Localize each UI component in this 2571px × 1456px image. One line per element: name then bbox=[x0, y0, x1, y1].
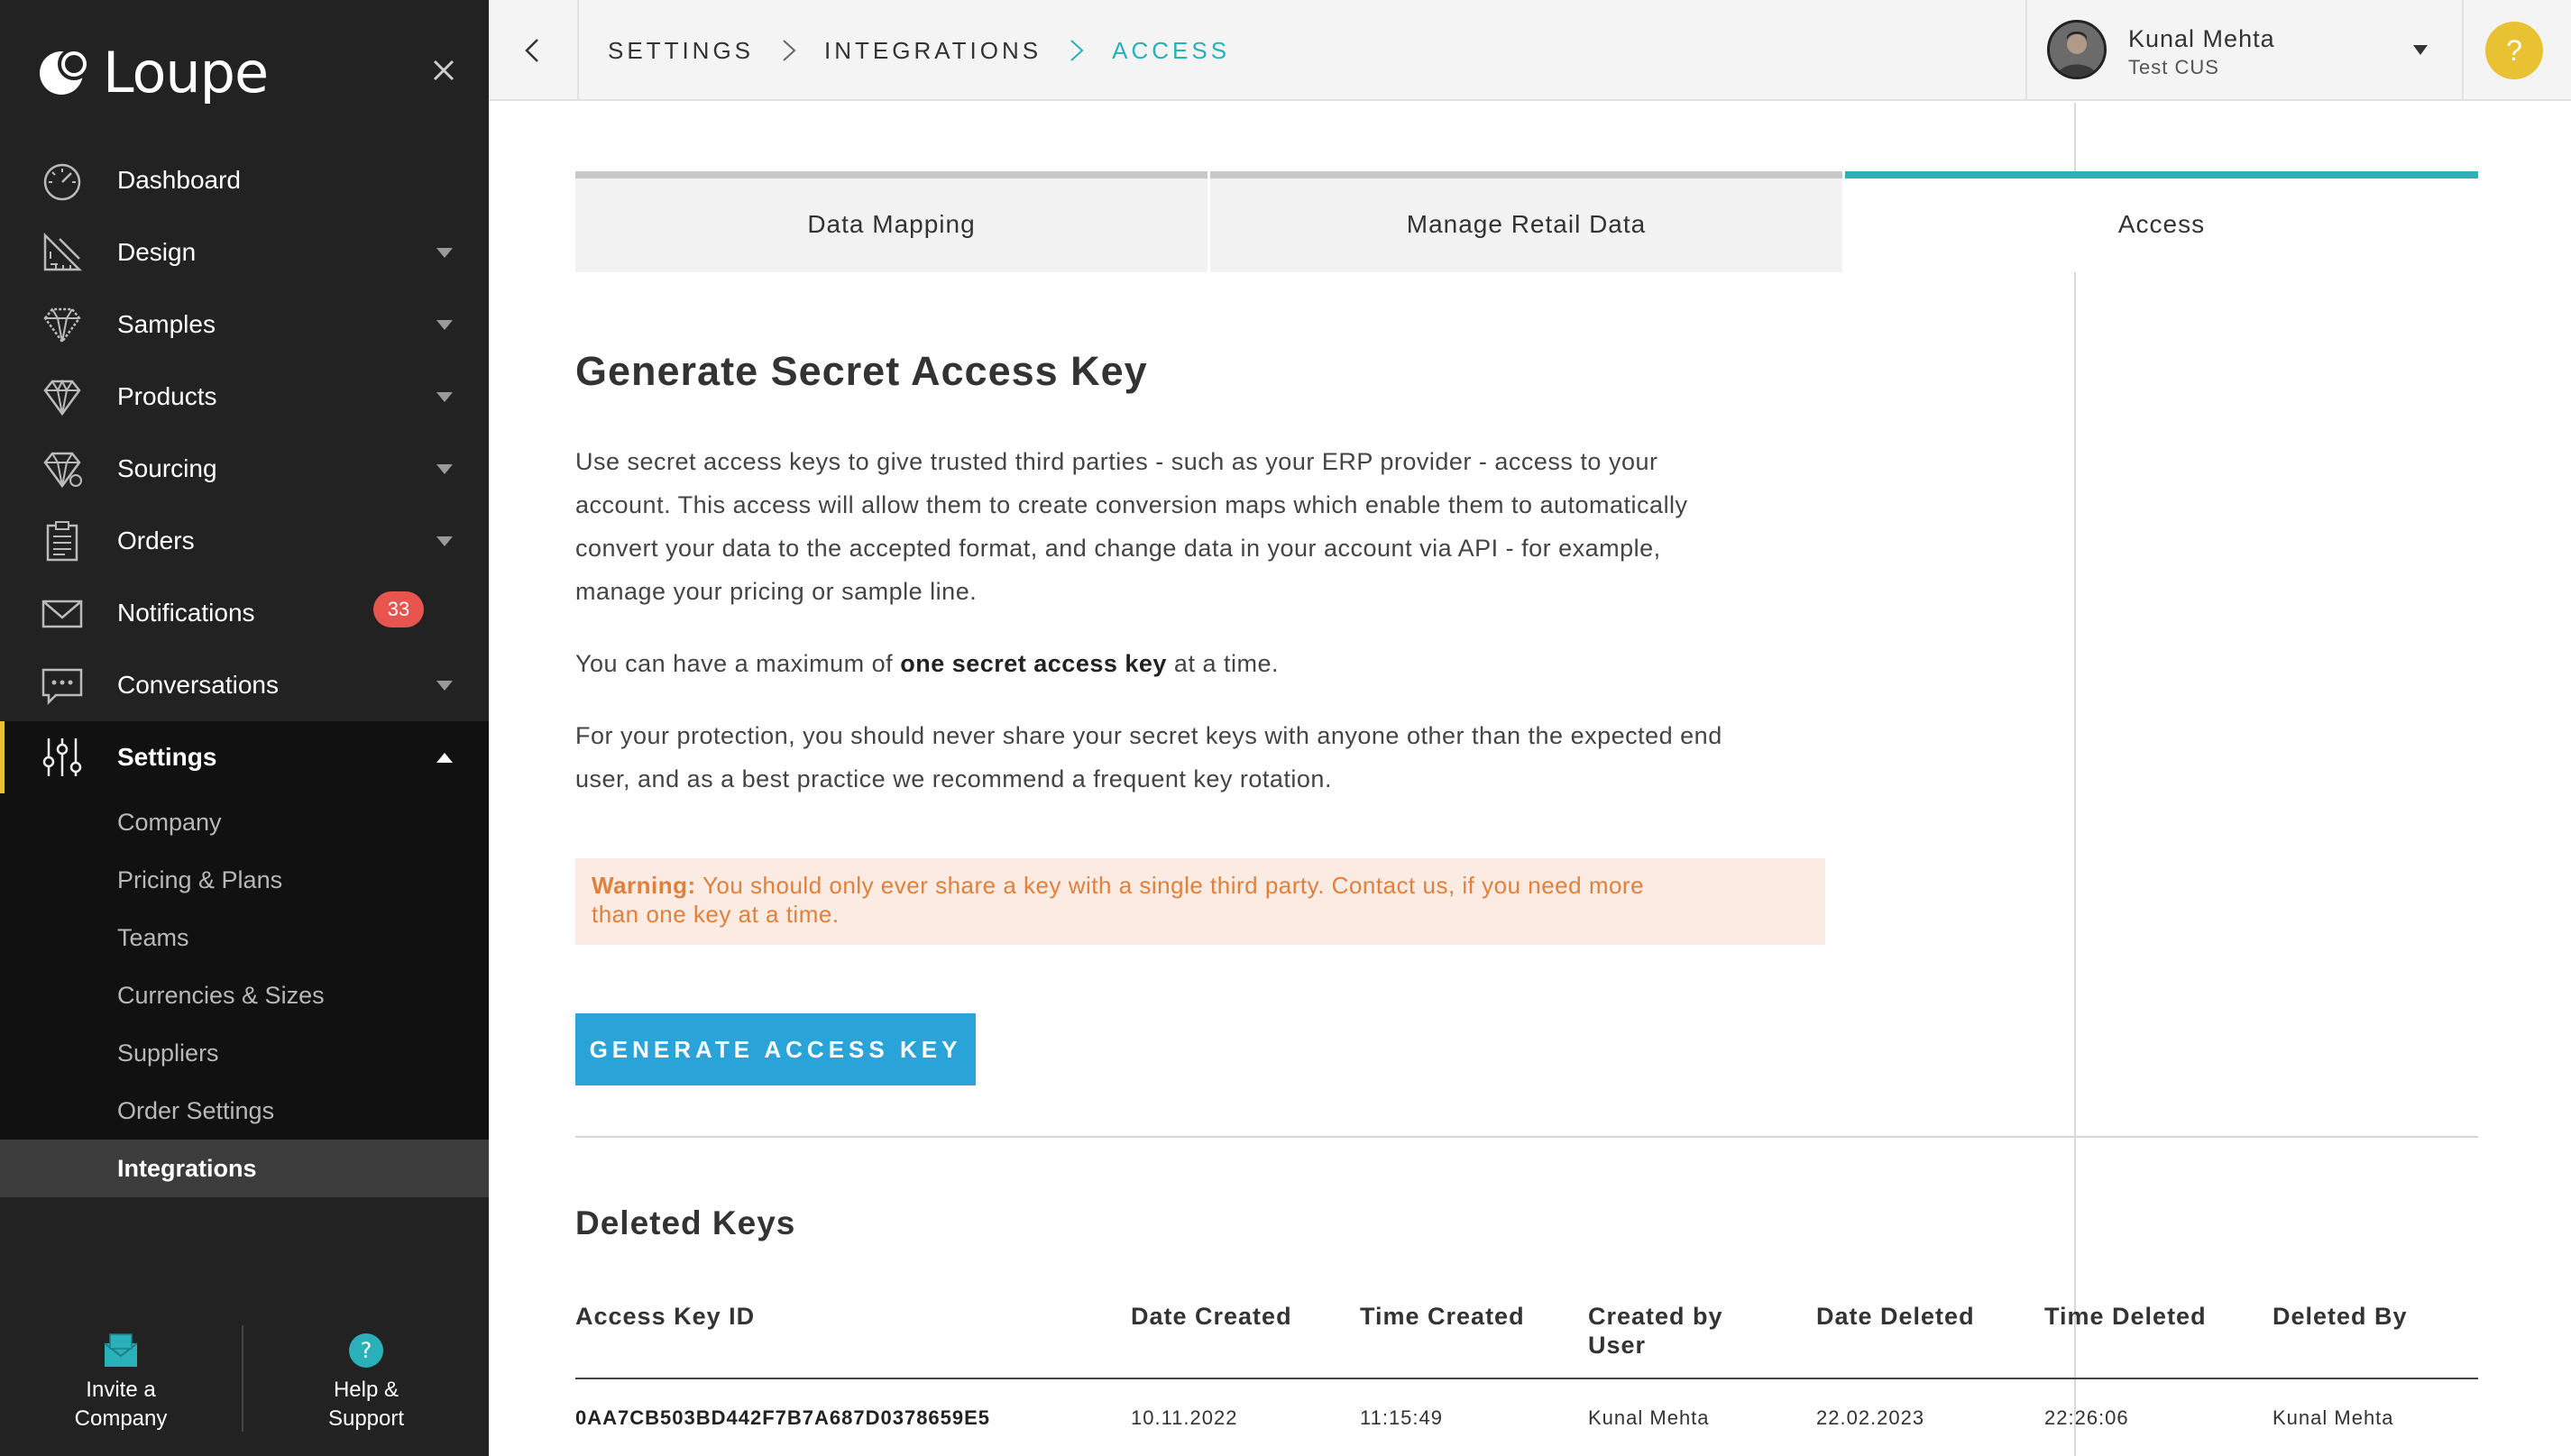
sidebar-item-label: Conversations bbox=[117, 671, 279, 699]
column-header-date-created: Date Created bbox=[1131, 1303, 1292, 1330]
user-menu[interactable] bbox=[2025, 0, 2464, 101]
loupe-logo-icon bbox=[34, 44, 97, 100]
sidebar-subitem-pricing-plans[interactable]: Pricing & Plans bbox=[117, 866, 283, 893]
warning-banner bbox=[575, 858, 1825, 945]
cell-deleted-by: Kunal Mehta bbox=[2273, 1406, 2394, 1429]
chat-bubble-icon bbox=[38, 661, 87, 710]
user-avatar-icon bbox=[2050, 23, 2104, 77]
invite-label-line2: Company bbox=[74, 1406, 168, 1431]
sidebar-subitem-order-settings[interactable]: Order Settings bbox=[117, 1097, 275, 1124]
chevron-down-icon bbox=[2413, 45, 2428, 55]
invite-company-button[interactable] bbox=[31, 1325, 211, 1433]
chevron-down-icon bbox=[436, 681, 453, 691]
help-button[interactable]: ? bbox=[2485, 22, 2543, 79]
sidebar-item-orders[interactable] bbox=[0, 505, 489, 577]
sidebar-item-notifications[interactable] bbox=[0, 577, 489, 649]
limit-paragraph bbox=[575, 642, 1856, 685]
sidebar-item-settings[interactable] bbox=[0, 721, 489, 793]
deleted-keys-table-header bbox=[575, 1302, 2478, 1379]
avatar bbox=[2047, 20, 2107, 79]
brand-logo[interactable] bbox=[34, 40, 268, 105]
help-label-line1: Help & bbox=[333, 1378, 399, 1402]
chevron-down-icon bbox=[436, 464, 453, 474]
footer-divider bbox=[242, 1325, 243, 1432]
svg-text:?: ? bbox=[360, 1338, 372, 1363]
tab-manage-retail-data[interactable]: Manage Retail Data bbox=[1210, 171, 1842, 272]
orders-clipboard-icon bbox=[38, 517, 87, 565]
products-diamond-icon bbox=[38, 372, 87, 421]
sidebar-nav bbox=[0, 144, 489, 1197]
page-title: Generate Secret Access Key bbox=[575, 348, 1148, 394]
settings-submenu bbox=[0, 793, 489, 1197]
samples-gem-icon bbox=[38, 300, 87, 349]
sidebar-item-label: Dashboard bbox=[117, 166, 241, 194]
tab-access[interactable]: Access bbox=[1845, 171, 2478, 272]
envelope-icon bbox=[38, 589, 87, 637]
cell-created-by: Kunal Mehta bbox=[1588, 1406, 1710, 1429]
integration-tabs bbox=[575, 171, 2478, 272]
chevron-right-icon bbox=[1069, 39, 1085, 62]
deleted-keys-title: Deleted Keys bbox=[575, 1204, 796, 1241]
tab-data-mapping[interactable]: Data Mapping bbox=[575, 171, 1207, 272]
sidebar-item-sourcing[interactable] bbox=[0, 433, 489, 505]
sidebar-item-label: Sourcing bbox=[117, 454, 217, 482]
help-support-button[interactable] bbox=[276, 1325, 456, 1433]
column-header-date-deleted: Date Deleted bbox=[1816, 1303, 1975, 1330]
cell-time-created: 11:15:49 bbox=[1360, 1406, 1444, 1429]
warning-label: Warning: bbox=[592, 872, 696, 899]
intro-line: manage your pricing or sample line. bbox=[575, 578, 978, 605]
chevron-down-icon bbox=[436, 320, 453, 330]
chevron-down-icon bbox=[436, 248, 453, 258]
sidebar-footer bbox=[0, 1325, 489, 1442]
sidebar-item-products[interactable] bbox=[0, 361, 489, 433]
sidebar-item-label: Settings bbox=[117, 743, 217, 771]
chevron-down-icon bbox=[436, 392, 453, 402]
column-header-time-created: Time Created bbox=[1360, 1303, 1525, 1330]
help-question-icon bbox=[346, 1331, 386, 1370]
column-header-deleted-by: Deleted By bbox=[2273, 1303, 2408, 1330]
limit-text-before: You can have a maximum of bbox=[575, 650, 901, 677]
limit-text-after: at a time. bbox=[1166, 650, 1279, 677]
sidebar-subitem-teams[interactable]: Teams bbox=[117, 924, 189, 951]
limit-text-bold: one secret access key bbox=[900, 650, 1167, 677]
help-label-line2: Support bbox=[327, 1406, 405, 1431]
sidebar-item-dashboard[interactable] bbox=[0, 144, 489, 216]
breadcrumb-access: ACCESS bbox=[1112, 36, 1231, 64]
sidebar-subitem-currencies-sizes[interactable]: Currencies & Sizes bbox=[117, 982, 325, 1009]
back-button[interactable] bbox=[489, 0, 579, 101]
intro-line: convert your data to the accepted format, and change data in your account via API - for example, bbox=[575, 535, 1661, 562]
chevron-right-icon bbox=[781, 39, 797, 62]
table-row bbox=[575, 1405, 2478, 1456]
protection-line: user, and as a best practice we recommend a frequent key rotation. bbox=[575, 765, 1332, 792]
chevron-left-icon bbox=[523, 38, 541, 63]
sidebar-item-design[interactable] bbox=[0, 216, 489, 288]
generate-access-key-button[interactable]: GENERATE ACCESS KEY bbox=[575, 1013, 976, 1085]
dashboard-gauge-icon bbox=[38, 156, 87, 205]
sidebar-item-samples[interactable] bbox=[0, 288, 489, 361]
breadcrumb bbox=[608, 0, 1230, 101]
section-divider bbox=[575, 1136, 2478, 1138]
sidebar-item-label: Samples bbox=[117, 310, 216, 338]
cell-time-deleted: 22:26:06 bbox=[2044, 1406, 2129, 1429]
cell-date-deleted: 22.02.2023 bbox=[1816, 1406, 1925, 1429]
column-header-time-deleted: Time Deleted bbox=[2044, 1303, 2207, 1330]
intro-paragraph bbox=[575, 440, 1856, 613]
breadcrumb-settings[interactable]: SETTINGS bbox=[608, 36, 755, 64]
close-sidebar-icon[interactable] bbox=[429, 56, 458, 85]
chevron-up-icon bbox=[436, 753, 453, 763]
user-organization: Test CUS bbox=[2128, 56, 2219, 78]
sidebar-item-label: Design bbox=[117, 238, 197, 266]
sourcing-gem-icon bbox=[38, 444, 87, 493]
main-content bbox=[489, 103, 2571, 1456]
cell-access-key-id: 0AA7CB503BD442F7B7A687D0378659E5 bbox=[575, 1406, 991, 1429]
user-name: Kunal Mehta bbox=[2128, 25, 2275, 52]
invite-label-line1: Invite a bbox=[86, 1378, 156, 1402]
protection-paragraph bbox=[575, 714, 1856, 801]
sliders-icon bbox=[38, 733, 87, 782]
notification-count-badge: 33 bbox=[373, 591, 424, 627]
sidebar-item-label: Notifications bbox=[117, 599, 255, 627]
chevron-down-icon bbox=[436, 536, 453, 546]
breadcrumb-integrations[interactable]: INTEGRATIONS bbox=[824, 36, 1042, 64]
invite-envelope-icon bbox=[101, 1331, 141, 1370]
column-header-created-by-user: Created by User bbox=[1588, 1303, 1723, 1359]
sidebar-subitem-integrations[interactable]: Integrations bbox=[0, 1140, 489, 1197]
brand-name: Loupe bbox=[103, 39, 269, 105]
sidebar bbox=[0, 0, 489, 1456]
sidebar-item-label: Products bbox=[117, 382, 217, 410]
design-ruler-icon bbox=[38, 228, 87, 277]
warning-text: You should only ever share a key with a single third party. Contact us, if you need more bbox=[695, 872, 1645, 899]
sidebar-item-conversations[interactable] bbox=[0, 649, 489, 721]
sidebar-subitem-suppliers[interactable]: Suppliers bbox=[117, 1039, 219, 1067]
topbar bbox=[489, 0, 2571, 101]
sidebar-item-label: Orders bbox=[117, 527, 195, 554]
intro-line: account. This access will allow them to create conversion maps which enable them to automatically bbox=[575, 491, 1688, 518]
sidebar-subitem-company[interactable]: Company bbox=[117, 809, 222, 836]
cell-date-created: 10.11.2022 bbox=[1131, 1406, 1238, 1429]
intro-line: Use secret access keys to give trusted third parties - such as your ERP provider - access to your bbox=[575, 448, 1658, 475]
warning-text: than one key at a time. bbox=[592, 901, 840, 928]
protection-line: For your protection, you should never share your secret keys with anyone other than the expected end bbox=[575, 722, 1722, 749]
column-header-access-key-id: Access Key ID bbox=[575, 1303, 756, 1330]
